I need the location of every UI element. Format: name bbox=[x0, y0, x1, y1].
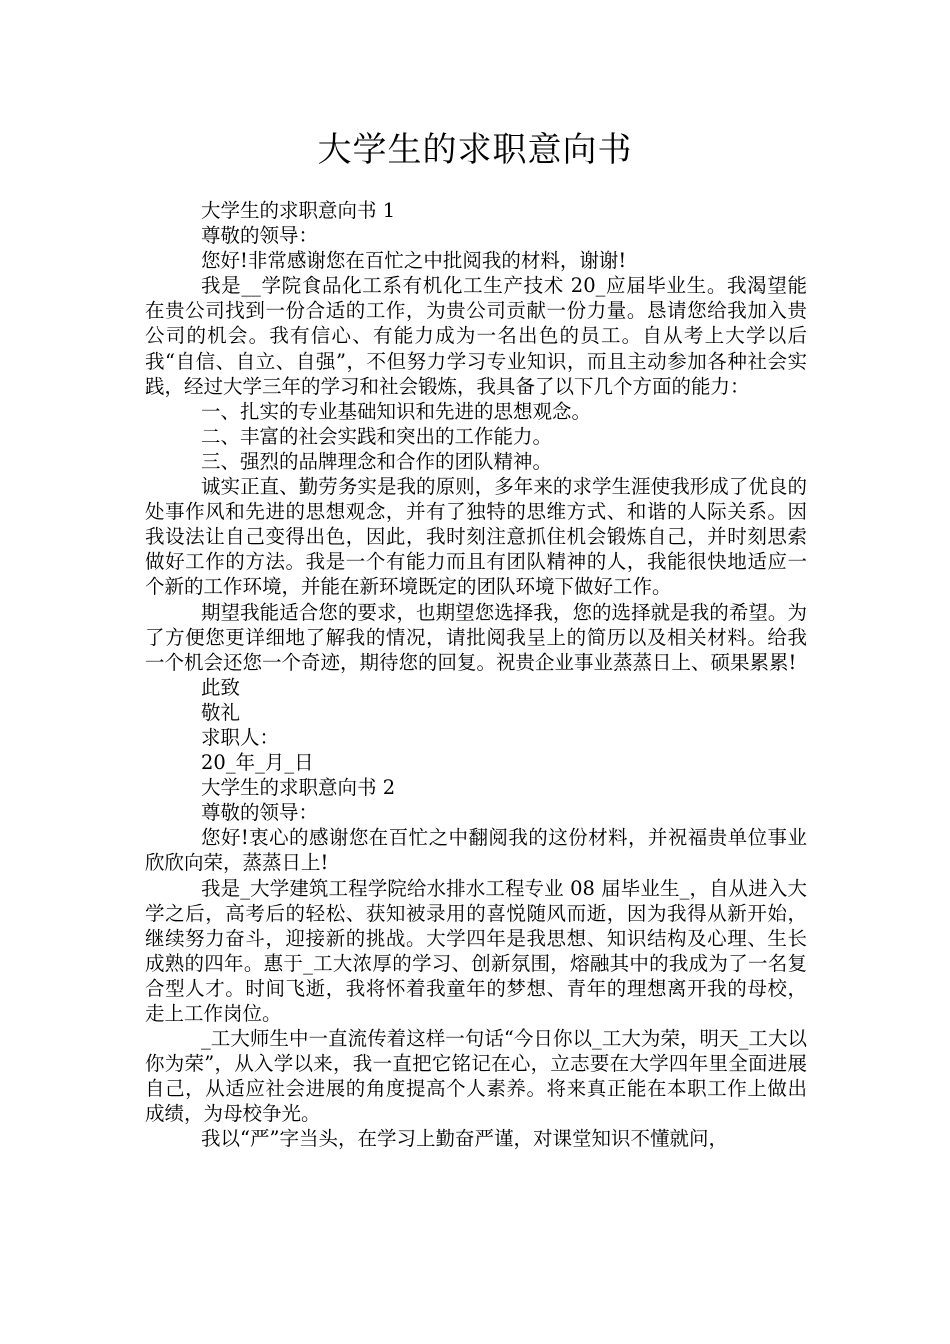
document-body bbox=[145, 198, 807, 1152]
ability-item-2: 二、丰富的社会实践和突出的工作能力。 bbox=[201, 424, 553, 448]
greeting: 您好!非常感谢您在百忙之中批阅我的材料，谢谢! bbox=[201, 249, 627, 273]
greeting-2: 您好!衷心的感谢您在百忙之中翻阅我的这份材料，并祝福贵单位事业欣欣向荣，蒸蒸日上! bbox=[145, 826, 807, 875]
date-line: 20_年_月_日 bbox=[201, 751, 314, 775]
paragraph-study: 我以“严”字当头，在学习上勤奋严谨，对课堂知识不懂就问， bbox=[201, 1127, 728, 1151]
paragraph-introduction-2: 我是_大学建筑工程学院给水排水工程专业 08 届毕业生_，自从进入大学之后，高考后的轻松、获知被录用的喜悦随风而逝，因为我得从新开始，继续努力奋斗，迎接新的挑战。大学四年是我思想、知识结构及心理、生长成熟的四年。惠于_工大浓厚的学习、创新氛围，熔融其中的我成为了一名复合型人才。时间飞逝，我将怀着我童年的梦想、青年的理想离开我的母校，走上工作岗位。 bbox=[145, 876, 807, 1025]
paragraph-motto: _工大师生中一直流传着这样一句话“今日你以_工大为荣，明天_工大以你为荣”，从入学以来，我一直把它铭记在心，立志要在大学四年里全面进展自己，从适应社会进展的角度提高个人素养。将来真正能在本职工作上做出成绩，为母校争光。 bbox=[145, 1027, 807, 1126]
paragraph-intro: 我是__学院食品化工系有机化工生产技术 20_应届毕业生。我渴望能在贵公司找到一份合适的工作，为贵公司贡献一份力量。恳请您给我加入贵公司的机会。我有信心、有能力成为一名出色的员工。自从考上大学以后我“自信、自立、自强”，不但努力学习专业知识，而且主动参加各种社会实践，经过大学三年的学习和社会锻炼，我具备了以下几个方面的能力： bbox=[145, 274, 807, 398]
salutation: 尊敬的领导： bbox=[201, 224, 319, 248]
ability-item-3: 三、强烈的品牌理念和合作的团队精神。 bbox=[201, 449, 553, 473]
paragraph-principles: 诚实正直、勤劳务实是我的原则，多年来的求学生涯使我形成了优良的处事作风和先进的思想观念，并有了独特的思维方式、和谐的人际关系。因我设法让自己变得出色，因此，我时刻注意抓住机会锻炼自己，并时刻思索做好工作的方法。我是一个有能力而且有团队精神的人，我能很快地适应一个新的工作环境，并能在新环境既定的团队环境下做好工作。 bbox=[145, 475, 807, 599]
paragraph-hope: 期望我能适合您的要求，也期望您选择我，您的选择就是我的希望。为了方便您更详细地了解我的情况，请批阅我呈上的简历以及相关材料。给我一个机会还您一个奇迹，期待您的回复。祝贵企业事业蒸蒸日上、硕果累累! bbox=[145, 600, 807, 674]
closing-cizhi: 此致 bbox=[201, 675, 241, 699]
document-title: 大学生的求职意向书 bbox=[317, 130, 633, 170]
letter-2-heading: 大学生的求职意向书 2 bbox=[201, 776, 396, 800]
letter-1-heading: 大学生的求职意向书 1 bbox=[201, 199, 396, 222]
closing-jingli: 敬礼 bbox=[201, 700, 241, 724]
salutation-2: 尊敬的领导： bbox=[201, 801, 319, 825]
ability-item-1: 一、扎实的专业基础知识和先进的思想观念。 bbox=[201, 399, 592, 423]
applicant-line: 求职人： bbox=[201, 725, 280, 749]
